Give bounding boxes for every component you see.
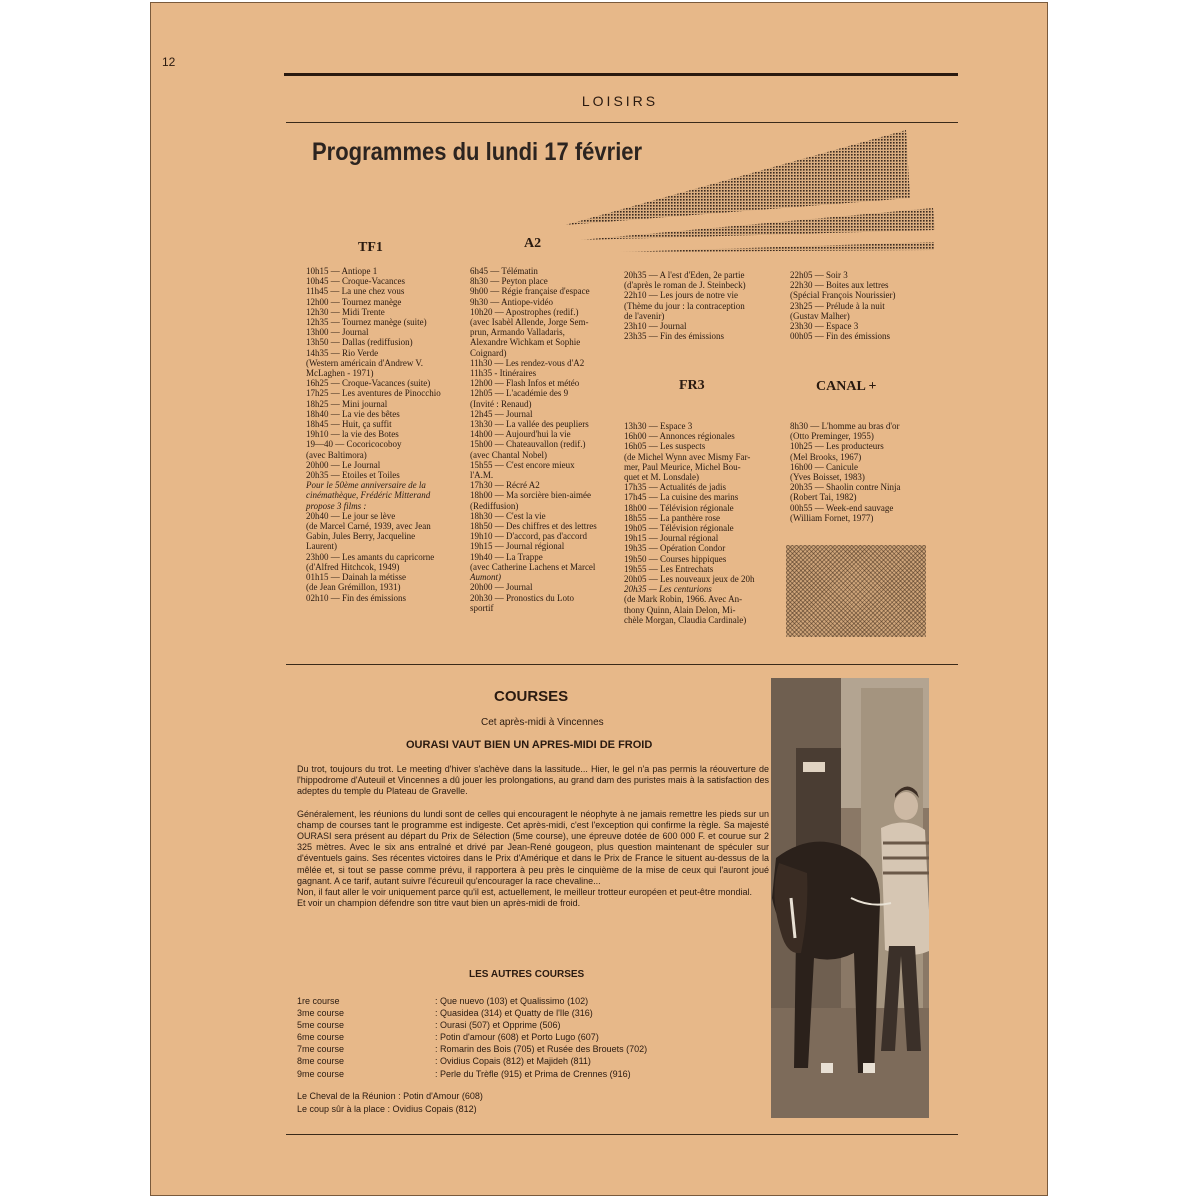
program-line: (Spécial François Nourissier) [790,290,896,301]
channel-canal: CANAL + [816,379,877,394]
program-line: 18h00 — Télévision régionale [624,502,734,513]
program-line: 19h35 — Opération Condor [624,543,726,554]
program-line: 18h55 — La panthère rose [624,512,720,523]
tip-cheval-reunion: Le Cheval de la Réunion : Potin d'Amour (608) [297,1091,483,1101]
program-line: 14h00 — Aujourd'hui la vie [470,429,571,440]
program-line: (Robert Tai, 1982) [790,492,857,503]
program-line: 23h10 — Journal [624,321,687,332]
fr3-evening-listing [790,270,895,341]
fr3-listing [624,421,754,625]
program-line: 17h45 — La cuisine des marins [624,492,739,503]
race-row [297,1043,647,1055]
program-line: Laurent) [306,541,337,552]
program-line: (avec Isabèl Allende, Jorge Sem- [470,317,589,328]
program-line: 17h30 — Récré A2 [470,480,540,491]
program-line: 19h15 — Journal régional [470,541,565,552]
program-line: 18h50 — Des chiffres et des lettres [470,521,597,532]
program-line: 20h35 — Les centurions [624,584,712,595]
program-line: 22h10 — Les jours de notre vie [624,290,738,301]
article-paragraph: Et voir un champion défendre son titre vaut bien un après-midi de froid. [297,898,581,909]
other-races-title: LES AUTRES COURSES [469,969,585,980]
program-line: 14h35 — Rio Verde [306,347,379,358]
program-line: (Rediffusion) [470,500,519,511]
program-line: 13h30 — La vallée des peupliers [470,419,589,430]
program-line: 00h05 — Fin des émissions [790,331,891,342]
program-line: (Invité : Renaud) [470,398,532,409]
race-horses: : Romarin des Bois (705) et Rusée des Brouets (702) [435,1044,648,1055]
a2-listing [470,266,597,613]
race-number: 8me course [297,1056,345,1067]
program-line: (William Fornet, 1977) [790,512,874,523]
program-line: 23h25 — Prélude à la nuit [790,300,885,311]
race-horses: : Ourasi (507) et Opprime (506) [435,1020,561,1031]
race-horses: : Quasidea (314) et Quatty de l'Ile (316) [435,1008,593,1019]
program-line: 22h30 — Boites aux lettres [790,280,889,291]
program-line: 00h55 — Week-end sauvage [790,502,894,513]
race-row [297,1068,647,1080]
program-line: 10h20 — Apostrophes (redif.) [470,306,579,317]
program-line: 18h00 — Ma sorcière bien-aimée [470,490,591,501]
program-line: 12h05 — L'académie des 9 [470,388,569,399]
program-line: quet et M. Lonsdale) [624,472,699,483]
program-line: 10h45 — Croque-Vacances [306,276,405,287]
program-line: Coignard) [470,347,507,358]
program-line: sportif [470,602,494,613]
program-line: 12h30 — Midi Trente [306,306,385,317]
channel-tf1: TF1 [358,240,383,255]
program-line: l'A.M. [470,470,494,481]
top-rule [284,73,958,76]
program-line: 19h10 — D'accord, pas d'accord [470,531,587,542]
program-line: 20h35 — A l'est d'Eden, 2e partie [624,270,745,280]
program-line: (de Jean Grémillon, 1931) [306,582,401,593]
courses-title: COURSES [494,688,569,705]
channel-fr3: FR3 [679,378,705,393]
program-line: (d'Alfred Hitchcok, 1949) [306,561,400,572]
triangle-large [565,130,910,225]
program-line: 9h00 — Régie française d'espace [470,286,590,297]
program-line: 18h25 — Mini journal [306,398,388,409]
program-line: 18h45 — Huit, ça suffit [306,419,392,430]
courses-article [297,764,769,920]
other-races-list [297,995,647,1080]
race-number: 1re course [297,996,340,1006]
program-line: 19h10 — la vie des Botes [306,429,399,440]
program-line: 19h05 — Télévision régionale [624,523,734,534]
program-line: de l'avenir) [624,310,665,321]
race-number: 3me course [297,1008,345,1019]
article-paragraph: Généralement, les réunions du lundi sont de celles qui encouragent le néophyte à ne jamais remettre les pieds sur un champ de courses tant le programme est indigeste. Cet après-midi, c'est l'exception qui confirme la règle. Sa majesté OURASI sera présent au départ du Prix de Sélection (5me course), une épreuve dotée de 600 000 F. et courue sur 2 325 mètres. Avec le six ans entraîné et drivé par Jean-René gougeon, plus question maintenant de spéculer sur d'éventuels gains. Ses récentes victoires dans le Prix d'Amérique et dans le Prix de France le situent au-dessus de la mêlée et, si tout se passe comme prévu, il rapportera à peu près le cinquième de la mise de ceux qui l'auront joué gagnant. A ce tarif, autant suivre l'écureuil qu'encourager la race chevaline... [297,808,769,886]
program-line: (avec Chantal Nobel) [470,449,547,460]
program-line: (Gustav Malher) [790,310,850,321]
program-line: 13h00 — Journal [306,327,369,338]
program-line: 19h15 — Journal régional [624,533,719,544]
program-line: 12h35 — Tournez manège (suite) [306,317,427,328]
program-line: (avec Baltimora) [306,449,367,460]
tf1-listing [306,266,441,603]
race-row [297,1055,647,1067]
program-line: 16h25 — Croque-Vacances (suite) [306,378,431,389]
race-row [297,1019,647,1031]
race-tips [297,1090,483,1116]
program-line: 23h30 — Espace 3 [790,321,859,332]
program-line: 15h55 — C'est encore mieux [470,459,575,470]
program-line: 19h50 — Courses hippiques [624,553,727,564]
program-line: Alexandre Wichkam et Sophie [470,337,581,348]
program-line: 15h00 — Chateauvallon (redif.) [470,439,586,450]
canal-listing [790,421,900,523]
program-line: 12h00 — Tournez manège [306,296,402,307]
program-line: (Thème du jour : la contraception [624,300,745,311]
program-line: 8h30 — Peyton place [470,276,548,287]
program-line: (Mel Brooks, 1967) [790,451,862,462]
a2-listing-continued [624,270,746,341]
hatched-box [786,545,926,637]
program-line: (de Marcel Carné, 1939, avec Jean [306,521,431,532]
program-line: 11h35 - Itinéraires [470,368,537,379]
program-line: 20h00 — Le Journal [306,459,381,470]
program-line: 11h30 — Les rendez-vous d'A2 [470,357,585,368]
article-paragraph: Non, il faut aller le voir uniquement parce qu'il est, actuellement, le meilleur trotteur européen et peut-être mondial. [297,887,752,898]
bottom-rule [286,1134,958,1135]
program-line: (de Mark Robin, 1966. Avec An- [624,594,743,605]
program-line: 20h05 — Les nouveaux jeux de 20h [624,574,755,585]
header-rule [286,122,958,123]
triangle-small [620,242,934,252]
race-row [297,1031,647,1043]
program-line: 12h45 — Journal [470,408,533,419]
race-row [297,995,647,1007]
program-line: 22h05 — Soir 3 [790,270,848,280]
program-line: (Western américain d'Andrew V. [306,357,424,368]
program-line: 19—40 — Cocoricocoboy [306,439,402,450]
program-line: mer, Paul Meurice, Michel Bou- [624,461,741,472]
page-number: 12 [162,55,176,69]
program-line: 13h50 — Dallas (rediffusion) [306,337,413,348]
program-line: 8h30 — L'homme au bras d'or [790,421,900,431]
program-line: (d'après le roman de J. Steinbeck) [624,280,746,291]
program-line: McLaghen - 1971) [306,368,374,379]
page-headline: Programmes du lundi 17 février [312,138,643,166]
program-line: 18h30 — C'est la vie [470,510,546,521]
program-line: prun, Armando Valladaris, [470,327,565,338]
program-line: Aumont) [470,572,501,583]
program-line: 20h35 — Etoiles et Toiles [306,470,400,481]
program-line: 11h45 — La une chez vous [306,286,405,297]
race-horses: : Que nuevo (103) et Qualissimo (102) [435,996,589,1006]
race-horses: : Perle du Trèfle (915) et Prima de Crennes (916) [435,1068,631,1079]
courses-headline: OURASI VAUT BIEN UN APRES-MIDI DE FROID [406,739,653,751]
program-line: (Otto Preminger, 1955) [790,431,874,442]
program-line: 6h45 — Télématin [470,266,538,276]
program-line: 20h35 — Shaolin contre Ninja [790,482,901,493]
program-line: 9h30 — Antiope-vidéo [470,296,553,307]
program-line: (avec Catherine Lachens et Marcel [470,561,596,572]
program-line: 12h00 — Flash Infos et météo [470,378,580,389]
race-horses: : Ovidius Copais (812) et Majideh (811) [435,1056,591,1067]
program-line: 10h25 — Les producteurs [790,441,884,452]
decorative-triangles [560,130,940,260]
program-line: 17h25 — Les aventures de Pinocchio [306,388,441,399]
tip-coup-sur: Le coup sûr à la place : Ovidius Copais (812) [297,1104,477,1114]
program-line: (Yves Boisset, 1983) [790,472,865,483]
program-line: Pour le 50ème anniversaire de la [306,480,426,491]
program-line: 20h30 — Pronostics du Loto [470,592,575,603]
program-line: 16h05 — Les suspects [624,441,706,452]
program-line: 19h40 — La Trappe [470,551,543,562]
program-line: 20h40 — Le jour se lève [306,510,396,521]
program-line: 17h35 — Actualités de jadis [624,482,726,493]
program-line: 13h30 — Espace 3 [624,421,693,431]
program-line: 16h00 — Canicule [790,461,858,472]
program-line: propose 3 films : [306,500,367,511]
program-line: 02h10 — Fin des émissions [306,592,407,603]
courses-subtitle: Cet après-midi à Vincennes [481,717,604,728]
horse-photo [771,678,929,1118]
program-line: cinémathèque, Frédéric Mitterand [306,490,431,501]
race-number: 6me course [297,1032,345,1043]
program-line: 10h15 — Antiope 1 [306,266,378,276]
program-line: 19h55 — Les Entrechats [624,563,714,574]
program-line: 20h00 — Journal [470,582,533,593]
race-row [297,1007,647,1019]
program-line: (de Michel Wynn avec Mismy Far- [624,451,751,462]
section-title: LOISIRS [581,93,659,109]
program-line: 01h15 — Dainah la métisse [306,572,406,583]
program-line: 16h00 — Annonces régionales [624,431,735,442]
section-divider [286,664,958,665]
race-number: 9me course [297,1068,345,1079]
program-line: 23h35 — Fin des émissions [624,331,725,342]
race-number: 5me course [297,1020,345,1031]
program-line: chèle Morgan, Claudia Cardinale) [624,614,747,625]
channel-a2: A2 [524,236,542,251]
race-horses: : Potin d'amour (608) et Porto Lugo (607) [435,1032,599,1043]
article-paragraph: Du trot, toujours du trot. Le meeting d'hiver s'achève dans la lassitude... Hier, le gel n'a pas permis la réouverture de l'hippodrome d'Auteuil et Vincennes a dû jouer les prolongations, au grand dam des puristes mais à la satisfaction des adeptes du temple du Plateau de Gravelle. [297,764,769,797]
program-line: 23h00 — Les amants du capricorne [306,551,435,562]
race-number: 7me course [297,1044,345,1055]
program-line: 18h40 — La vie des bêtes [306,408,400,419]
program-line: thony Quinn, Alain Delon, Mi- [624,604,736,615]
program-line: Gabin, Jules Berry, Jacqueline [306,531,416,542]
